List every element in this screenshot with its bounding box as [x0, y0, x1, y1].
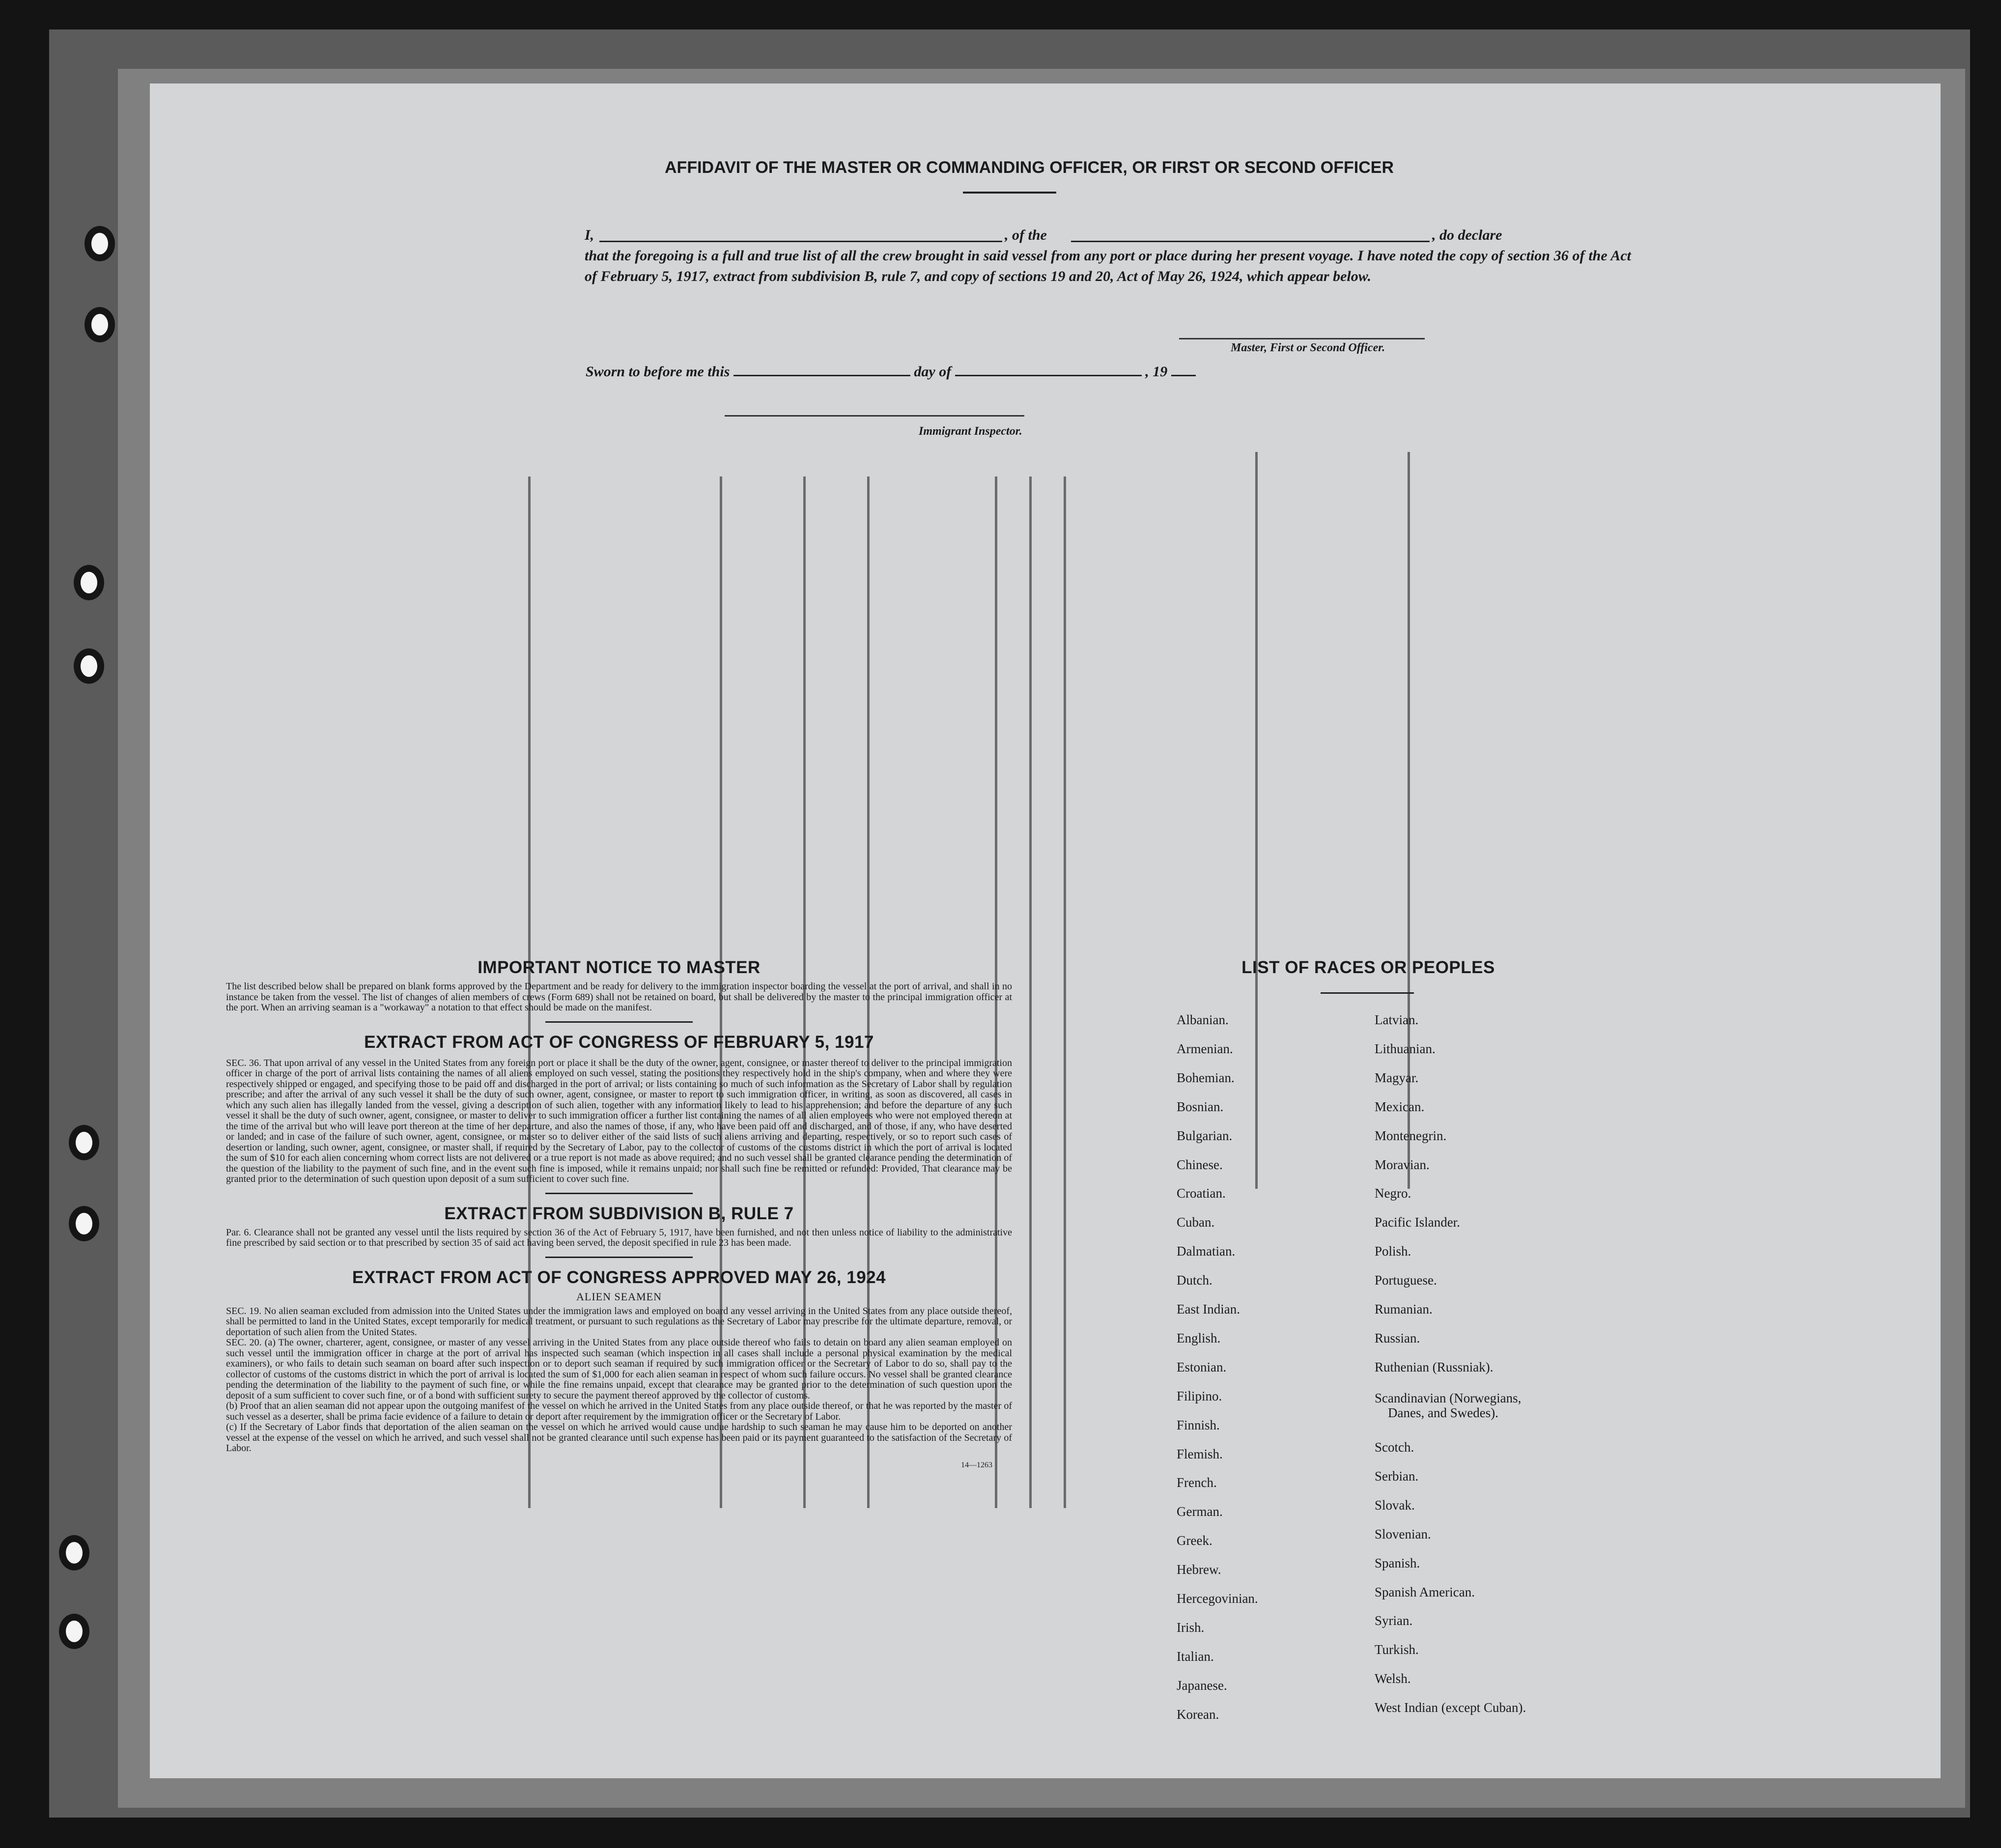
race-item: Dalmatian. — [1177, 1244, 1236, 1259]
race-item: West Indian (except Cuban). — [1375, 1700, 1526, 1715]
race-item: Greek. — [1177, 1533, 1212, 1548]
race-item: Lithuanian. — [1375, 1041, 1436, 1056]
race-item: Serbian. — [1375, 1468, 1419, 1484]
races-rule — [1321, 992, 1414, 994]
column-rule — [1029, 476, 1032, 1508]
column-rule — [1255, 452, 1258, 1189]
rule7-text: Par. 6. Clearance shall not be granted any vessel until the lists required by section 36 of the Act of February 5, 1917, have been furnished, and not then unless notice of liability to the administrative fine prescribed by said section or to that prescribed by section 35 of said act having been served, the deposit specified in rule 23 has been made. — [226, 1227, 1012, 1248]
sworn-month-blank[interactable] — [955, 375, 1142, 376]
race-item: Magyar. — [1375, 1070, 1419, 1085]
race-item: Bohemian. — [1177, 1070, 1235, 1085]
race-item: Montenegrin. — [1375, 1128, 1447, 1143]
section-rule — [545, 1257, 693, 1258]
punch-hole — [85, 226, 115, 261]
punch-hole — [59, 1535, 89, 1570]
race-item: Croatian. — [1177, 1186, 1226, 1201]
form-number: 14—1263 — [961, 1460, 992, 1469]
column-rule — [1064, 476, 1066, 1508]
legal-notices — [226, 958, 1012, 1470]
race-item: Latvian. — [1375, 1012, 1419, 1027]
section-rule — [545, 1193, 693, 1194]
race-item: Rumanian. — [1375, 1302, 1433, 1316]
race-scandinavian: Scandinavian (Norwegians, — [1375, 1391, 1522, 1405]
race-item: Pacific Islander. — [1375, 1215, 1460, 1230]
inspector-caption: Immigrant Inspector. — [919, 425, 1022, 438]
punch-hole — [59, 1614, 89, 1649]
race-item: Syrian. — [1375, 1613, 1413, 1628]
extract-1924-subtitle: ALIEN SEAMEN — [576, 1290, 662, 1303]
sworn-day: day of — [914, 364, 952, 380]
race-item: Spanish. — [1375, 1555, 1420, 1570]
sworn-line — [586, 364, 1196, 380]
race-item: Ruthenian (Russniak). — [1375, 1359, 1494, 1374]
rule7-title: EXTRACT FROM SUBDIVISION B, RULE 7 — [444, 1204, 794, 1223]
race-item: Slovenian. — [1375, 1526, 1431, 1541]
name-blank[interactable] — [599, 241, 1002, 242]
extract-1924-sec20b: (b) Proof that an alien seaman did not appear upon the outgoing manifest of the vessel on which he arrived in the United States from any place outside thereof, or that he was reported by the master of such vessel as a deserter, shall be prima facie evidence of a failure to detain or deport after requirement by the immigration officer or the Secretary of Labor. — [226, 1400, 1012, 1422]
race-item: Armenian. — [1177, 1041, 1233, 1056]
race-item: Slovak. — [1375, 1497, 1415, 1512]
vessel-blank[interactable] — [1071, 241, 1430, 242]
extract-1924-sec20a: SEC. 20. (a) The owner, charterer, agent, consignee, or master of any vessel arriving in the United States from any place outside thereof who fails to detain on board any alien seaman employed on such vessel until the immigration officer in charge at the port of arrival has inspected such seaman (which inspection in all cases shall include a personal physical examination by the medical examiners), or who fails to detain such seaman on board after such inspection or to deport such seaman if required by such immigration officer or the Secretary of Labor to do so, shall pay to the collector of customs of the customs district in which the port of arrival is located the sum of $1,000 for each alien seaman in respect of whom such failure occurs. No vessel shall be granted clearance pending the determination of the liability to the payment of such fine, or while the fine remains unpaid, except that clearance may be granted prior to the determination of such question upon the deposit of a sum sufficient to cover such fine, or of a bond with sufficient surety to secure the payment thereof approved by the collector of customs. — [226, 1337, 1012, 1401]
race-item: Filipino. — [1177, 1388, 1222, 1403]
signature-caption: Master, First or Second Officer. — [1231, 341, 1385, 354]
race-item: Turkish. — [1375, 1642, 1419, 1657]
notice-title: IMPORTANT NOTICE TO MASTER — [478, 958, 761, 977]
declaration-of-the: , of the — [1005, 227, 1047, 243]
race-item: Polish. — [1375, 1244, 1411, 1259]
notice-text: The list described below shall be prepared on blank forms approved by the Department and be ready for delivery to the immigration inspector boarding the vessel at the port of arrival, and shall in no instance be taken from the vessel. The list of changes of alien members of crews (Form 689) shall not be retained on board, but shall be delivered by the master to the principal immigration officer at the port. When an arriving seaman is a "workaway" a notation to that effect should be made on the manifest. — [226, 981, 1012, 1013]
race-item: Irish. — [1177, 1620, 1205, 1635]
race-item: Albanian. — [1177, 1012, 1229, 1027]
declaration-do-declare: , do declare — [1432, 227, 1502, 243]
punch-hole — [74, 648, 104, 684]
inspector-line[interactable] — [725, 415, 1024, 417]
sworn-start: Sworn to before me this — [586, 364, 730, 380]
race-item: Dutch. — [1177, 1273, 1212, 1288]
race-item: German. — [1177, 1504, 1223, 1519]
punch-hole — [85, 307, 115, 342]
section-rule — [545, 1021, 693, 1023]
race-item: Bosnian. — [1177, 1099, 1224, 1114]
declaration-body: that the foregoing is a full and true list of all the crew brought in said vessel from any port or place during her present voyage. I have noted the copy of section 36 of the Act of February 5, 1917, extract from subdivision B, rule 7, and copy of sections 19 and 20, Act of May 26, 1924, which appear below. — [585, 248, 1631, 284]
extract-1924-sec19: SEC. 19. No alien seaman excluded from admission into the United States under the immigration laws and employed on board any vessel arriving in the United States from any place outside thereof, shall be permitted to land in the United States, except temporarily for medical treatment, or pursuant to such regulations as the Secretary of Labor may prescribe for the ultimate departure, removal, or deportation of such alien from the United States. — [226, 1305, 1012, 1338]
punch-hole — [69, 1125, 99, 1160]
race-item: Japanese. — [1177, 1678, 1227, 1693]
race-item: East Indian. — [1177, 1302, 1240, 1316]
race-item: Portuguese. — [1375, 1273, 1437, 1288]
race-item: Negro. — [1375, 1186, 1411, 1201]
race-scandinavian-cont: Danes, and Swedes). — [1388, 1405, 1498, 1420]
race-item: Spanish American. — [1375, 1584, 1475, 1599]
declaration-i: I, — [585, 227, 594, 243]
punch-hole — [69, 1206, 99, 1241]
punch-hole — [74, 565, 104, 600]
race-item: Hercegovinian. — [1177, 1591, 1258, 1606]
race-item: Estonian. — [1177, 1359, 1227, 1374]
sworn-year-blank[interactable] — [1171, 375, 1196, 376]
races-title: LIST OF RACES OR PEOPLES — [1241, 958, 1495, 977]
extract-1924-sec20c: (c) If the Secretary of Labor finds that deportation of the alien seaman on the vessel on which he arrived would cause undue hardship to such seaman he may cause him to be deported on another vessel at the expense of the vessel on which he arrived, and such vessel shall not be granted clearance until such expense has been paid or its payment guaranteed to the satisfaction of the Secretary of Labor. — [226, 1422, 1012, 1454]
extract-1917-title: EXTRACT FROM ACT OF CONGRESS OF FEBRUARY 5, 1917 — [364, 1032, 874, 1052]
affidavit-title: AFFIDAVIT OF THE MASTER OR COMMANDING OFFICER, OR FIRST OR SECOND OFFICER — [665, 158, 1394, 177]
race-item: Russian. — [1375, 1330, 1420, 1345]
signature-line[interactable] — [1179, 338, 1425, 339]
race-item: Scotch. — [1375, 1440, 1414, 1455]
race-item: French. — [1177, 1475, 1217, 1490]
sworn-date-blank[interactable] — [733, 375, 910, 376]
race-item: Moravian. — [1375, 1157, 1430, 1172]
sworn-year: , 19 — [1145, 364, 1168, 380]
race-item: Mexican. — [1375, 1099, 1425, 1114]
race-item: Korean. — [1177, 1707, 1219, 1722]
race-item: Finnish. — [1177, 1417, 1220, 1432]
extract-1924-title: EXTRACT FROM ACT OF CONGRESS APPROVED MAY 26, 1924 — [352, 1267, 886, 1287]
race-item: Italian. — [1177, 1649, 1214, 1664]
document-page — [150, 84, 1941, 1778]
title-rule — [963, 192, 1056, 194]
race-item: Chinese. — [1177, 1157, 1223, 1172]
race-item: Flemish. — [1177, 1446, 1223, 1461]
race-item: Welsh. — [1375, 1671, 1411, 1686]
race-item: Cuban. — [1177, 1215, 1215, 1230]
race-item: Hebrew. — [1177, 1562, 1221, 1577]
race-item: English. — [1177, 1330, 1221, 1345]
extract-1917-text: SEC. 36. That upon arrival of any vessel in the United States from any foreign port or place it shall be the duty of the owner, agent, consignee, or master thereof to deliver to the principal immigration officer in charge of the port of arrival lists containing the names of all aliens employed on such vessel, stating the positions they respectively hold in the ship's company, when and where they were respectively shipped or engaged, and specifying those to be paid off and discharged in the port of arrival; or lists containing so much of such information as the Secretary of Labor shall by regulation prescribe; and after the arrival of any such vessel it shall be the duty of such owner, agent, consignee, or master to report to such immigration officer, in writing, as soon as discovered, all cases in which any such alien has illegally landed from the vessel, giving a description of such alien, together with any information likely to lead to his apprehension; and before the departure of any such vessel it shall be the duty of such owner, agent, consignee, or master to deliver to such immigration officer a further list containing the names of all alien employees who were not employed thereon at the time of the arrival but who will leave port thereon at the time of her departure, and also the names of those, if any, who have been paid off and discharged, and of those, if any, who have deserted or landed; and in case of the failure of such owner, agent, consignee, or master so to deliver either of the said lists of such aliens arriving and departing, respectively, or so to report such cases of desertion or landing, such owner, agent, consignee, or master shall, if required by the Secretary of Labor, pay to the collector of customs of the customs district in which the port of arrival is located the sum of $10 for each alien concerning whom correct lists are not delivered or a true report is not made as above required; and no such vessel shall be granted clearance pending the determination of the question of the liability to the payment of such fine, and in the event such fine is imposed, while it remains unpaid; nor shall such fine be remitted or refunded: Provided, That clearance may be granted prior to the determination of such question upon deposit of a sum sufficient to cover such fine. — [226, 1057, 1012, 1184]
race-item: Bulgarian. — [1177, 1128, 1233, 1143]
